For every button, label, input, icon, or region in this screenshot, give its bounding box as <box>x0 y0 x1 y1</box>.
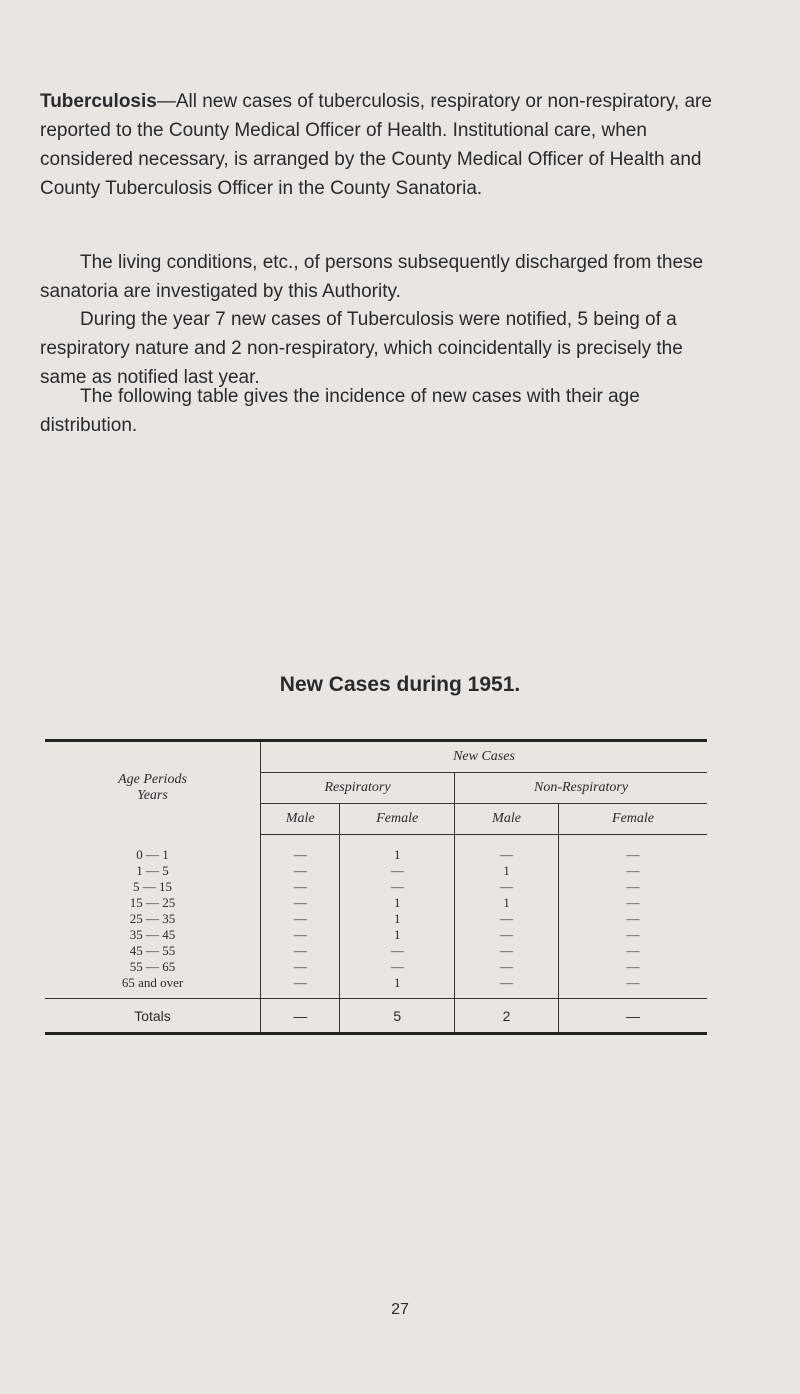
nonresp-female-cell: — <box>559 879 707 895</box>
age-cell: 45 — 55 <box>129 943 176 958</box>
nonresp-male-cell: — <box>455 959 559 975</box>
resp-female-cell: — <box>340 943 455 959</box>
table-row <box>45 975 707 999</box>
paragraph-new-cases: During the year 7 new cases of Tuberculosis were notified, 5 being of a respiratory nature and 2 non-respiratory, which coincidentally is precisely the same as notified last year. <box>40 309 683 388</box>
resp-male-cell: — <box>261 879 340 895</box>
table-row <box>45 879 707 895</box>
years-label: Years <box>137 788 168 804</box>
paragraph-table-intro: The following table gives the incidence of new cases with their age distribution. <box>40 386 640 436</box>
resp-female-cell: 1 <box>340 911 455 927</box>
table-row <box>45 959 707 975</box>
nonresp-male-cell: — <box>455 879 559 895</box>
totals-resp-male: — <box>261 999 340 1034</box>
nonresp-female-cell: — <box>559 975 707 999</box>
paragraph-text: —All new cases of tuberculosis, respiratory or non-respiratory, are reported to the County Medical Officer of Health. Institutional care, when considered necessary, is arranged by the County Medical Officer of Health and County Tuberculosis Officer in the County Sanatoria. <box>40 91 712 199</box>
totals-label: Totals <box>45 999 261 1034</box>
resp-female-cell: — <box>340 863 455 879</box>
totals-nonresp-male: 2 <box>455 999 559 1034</box>
age-cell: 15 — 25 <box>129 895 176 910</box>
nonresp-male-cell: — <box>455 975 559 999</box>
resp-male-cell: — <box>261 927 340 943</box>
totals-row <box>45 999 707 1034</box>
resp-female-cell: 1 <box>340 835 455 864</box>
cases-table <box>45 739 707 1035</box>
resp-male-cell: — <box>261 895 340 911</box>
age-cell: 35 — 45 <box>129 927 176 942</box>
table-row <box>45 895 707 911</box>
age-periods-header <box>45 741 261 835</box>
nonresp-female-header: Female <box>559 804 707 835</box>
nonresp-female-cell: — <box>559 943 707 959</box>
resp-male-header: Male <box>261 804 340 835</box>
resp-female-cell: 1 <box>340 895 455 911</box>
table-row <box>45 835 707 864</box>
nonresp-male-cell: 1 <box>455 895 559 911</box>
resp-female-cell: — <box>340 959 455 975</box>
resp-female-cell: — <box>340 879 455 895</box>
page-number: 27 <box>391 1301 409 1318</box>
new-cases-header: New Cases <box>261 741 708 773</box>
nonresp-female-cell: — <box>559 959 707 975</box>
age-periods-label: Age Periods <box>118 772 187 788</box>
age-cell: 65 and over <box>121 975 184 990</box>
totals-resp-female: 5 <box>340 999 455 1034</box>
nonresp-male-cell: — <box>455 927 559 943</box>
resp-female-header: Female <box>340 804 455 835</box>
resp-male-cell: — <box>261 911 340 927</box>
table-row <box>45 863 707 879</box>
nonresp-male-cell: 1 <box>455 863 559 879</box>
table-row <box>45 927 707 943</box>
nonresp-male-cell: — <box>455 911 559 927</box>
age-cell: 5 — 15 <box>133 879 172 894</box>
age-cell: 25 — 35 <box>129 911 176 926</box>
resp-male-cell: — <box>261 975 340 999</box>
resp-male-cell: — <box>261 835 340 864</box>
age-cell: 1 — 5 <box>136 863 169 878</box>
table-title: New Cases during 1951. <box>279 673 521 696</box>
resp-female-cell: 1 <box>340 927 455 943</box>
nonresp-male-header: Male <box>455 804 559 835</box>
nonresp-female-cell: — <box>559 835 707 864</box>
table-row <box>45 943 707 959</box>
resp-male-cell: — <box>261 863 340 879</box>
nonresp-male-cell: — <box>455 943 559 959</box>
nonresp-female-cell: — <box>559 911 707 927</box>
nonresp-female-cell: — <box>559 863 707 879</box>
table-row <box>45 911 707 927</box>
respiratory-header: Respiratory <box>261 773 455 804</box>
nonresp-female-cell: — <box>559 895 707 911</box>
age-cell: 0 — 1 <box>136 846 169 862</box>
nonresp-female-cell: — <box>559 927 707 943</box>
age-cell: 55 — 65 <box>129 959 176 974</box>
paragraph-tuberculosis <box>40 87 720 203</box>
nonresp-male-cell: — <box>455 835 559 864</box>
paragraph-lead: Tuberculosis <box>40 91 157 112</box>
totals-nonresp-female: — <box>559 999 707 1034</box>
non-respiratory-header: Non-Respiratory <box>455 773 707 804</box>
resp-male-cell: — <box>261 959 340 975</box>
paragraph-living-conditions: The living conditions, etc., of persons subsequently discharged from these sanatoria are investigated by this Authority. <box>40 252 704 302</box>
resp-female-cell: 1 <box>340 975 455 999</box>
resp-male-cell: — <box>261 943 340 959</box>
